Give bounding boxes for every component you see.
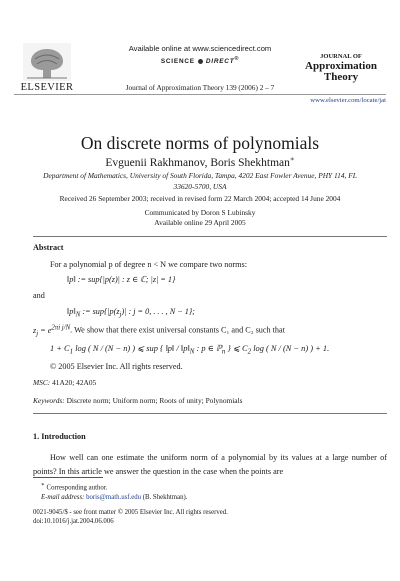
journal-of-label: JOURNAL OF <box>320 53 362 60</box>
issn-line: 0021-9045/$ - see front matter © 2005 Elsevier Inc. All rights reserved. <box>33 509 228 516</box>
equation-discrete-norm: $‖p‖_N$ := $sup\{|p(z_j)|$ : j = 0, . . . , N − 1}; <box>67 307 195 319</box>
corresponding-text: Corresponding author. <box>44 484 108 492</box>
article-title: On discrete norms of polynomials <box>80 133 320 153</box>
abstract-copyright: © 2005 Elsevier Inc. All rights reserved. <box>50 362 183 371</box>
email-label: E-mail address: <box>41 493 85 501</box>
abstract-top-rule <box>33 236 387 237</box>
abstract-heading: Abstract <box>33 243 64 252</box>
abstract-and: and <box>33 291 45 300</box>
journal-name-line2: Theory <box>323 70 359 83</box>
front-matter-footer <box>33 508 228 526</box>
sd-right-text: DIRECT <box>205 58 235 66</box>
msc-codes <box>33 378 96 387</box>
abstract-intro: For a polynomial p of degree n < N we compare two norms: <box>50 260 247 269</box>
footnote-rule <box>33 477 103 478</box>
communicated-by: Communicated by Doron S Lubinsky <box>144 208 256 217</box>
authors-text: Evguenii Rakhmanov, Boris Shekhtman <box>105 156 290 169</box>
abstract-bottom-rule <box>33 413 387 414</box>
affiliation: Department of Mathematics, University of South Florida, Tampa, 4202 East Fowler Avenue, PHY 114, FL 33620-5700, USA <box>43 171 357 191</box>
keywords <box>33 396 243 405</box>
sd-dot-icon <box>198 59 203 64</box>
header-divider <box>14 94 386 95</box>
email-note <box>33 493 187 503</box>
email-suffix: (B. Shekhtman). <box>141 493 188 501</box>
article-dates: Received 26 September 2003; received in revised form 22 March 2004; accepted 14 June 2004 <box>59 194 341 203</box>
corresponding-author-note <box>33 481 187 493</box>
keywords-label: Keywords: <box>33 396 65 405</box>
journal-name-line1: Approximation <box>305 59 377 72</box>
equation-main-inequality: $1 + C_1$ log ( N / (N − n) ) ⩽ sup { ‖p‖ / $‖p‖_N$ : p ∈ ℙ$_n$ } ⩽ $C_2$ log ( N / (N − n) ) + 1. <box>50 344 330 356</box>
section-body: How well can one estimate the uniform norm of a polynomial by its values at a large number of points? In this article we answer the question in the case when the points are <box>33 453 387 476</box>
publisher-name: ELSEVIER <box>20 82 74 93</box>
sd-registered-mark: ® <box>234 56 240 62</box>
author-footnote-mark[interactable]: ∗ <box>289 155 295 163</box>
sciencedirect-logo <box>140 56 260 65</box>
abstract-claim: . We show that there exist universal constants C₁ and C₂ such that <box>70 325 285 335</box>
msc-label: MSC: <box>33 378 51 387</box>
footnote-mark: ∗ <box>41 482 45 488</box>
available-online-text: Available online at www.sciencedirect.com <box>128 44 272 53</box>
journal-citation: Journal of Approximation Theory 139 (2006) 2 – 7 <box>125 83 275 92</box>
keywords-value: Discrete norm; Uniform norm; Roots of unity; Polynomials <box>64 396 243 405</box>
roots-formula: $z_j = e^{2\pi i j/N}$ <box>33 324 71 338</box>
journal-logo <box>296 54 386 83</box>
footnote <box>33 481 187 502</box>
communication-info <box>0 208 400 228</box>
equation-uniform-norm: ‖p‖ := sup{|p(z)| : z ∈ ℂ; |z| = 1} <box>67 275 176 284</box>
sd-left-text: SCIENCE <box>160 58 195 66</box>
journal-url-link[interactable]: www.elsevier.com/locate/jat <box>310 97 386 104</box>
doi-line[interactable]: doi:10.1016/j.jat.2004.06.006 <box>33 518 114 525</box>
abstract-claim-line <box>33 324 285 337</box>
section-heading: 1. Introduction <box>33 432 86 441</box>
email-link[interactable]: boris@math.usf.edu <box>86 493 142 501</box>
author-list <box>0 155 400 169</box>
msc-value: 41A20; 42A05 <box>50 378 97 387</box>
available-online-date: Available online 29 April 2005 <box>154 218 246 227</box>
